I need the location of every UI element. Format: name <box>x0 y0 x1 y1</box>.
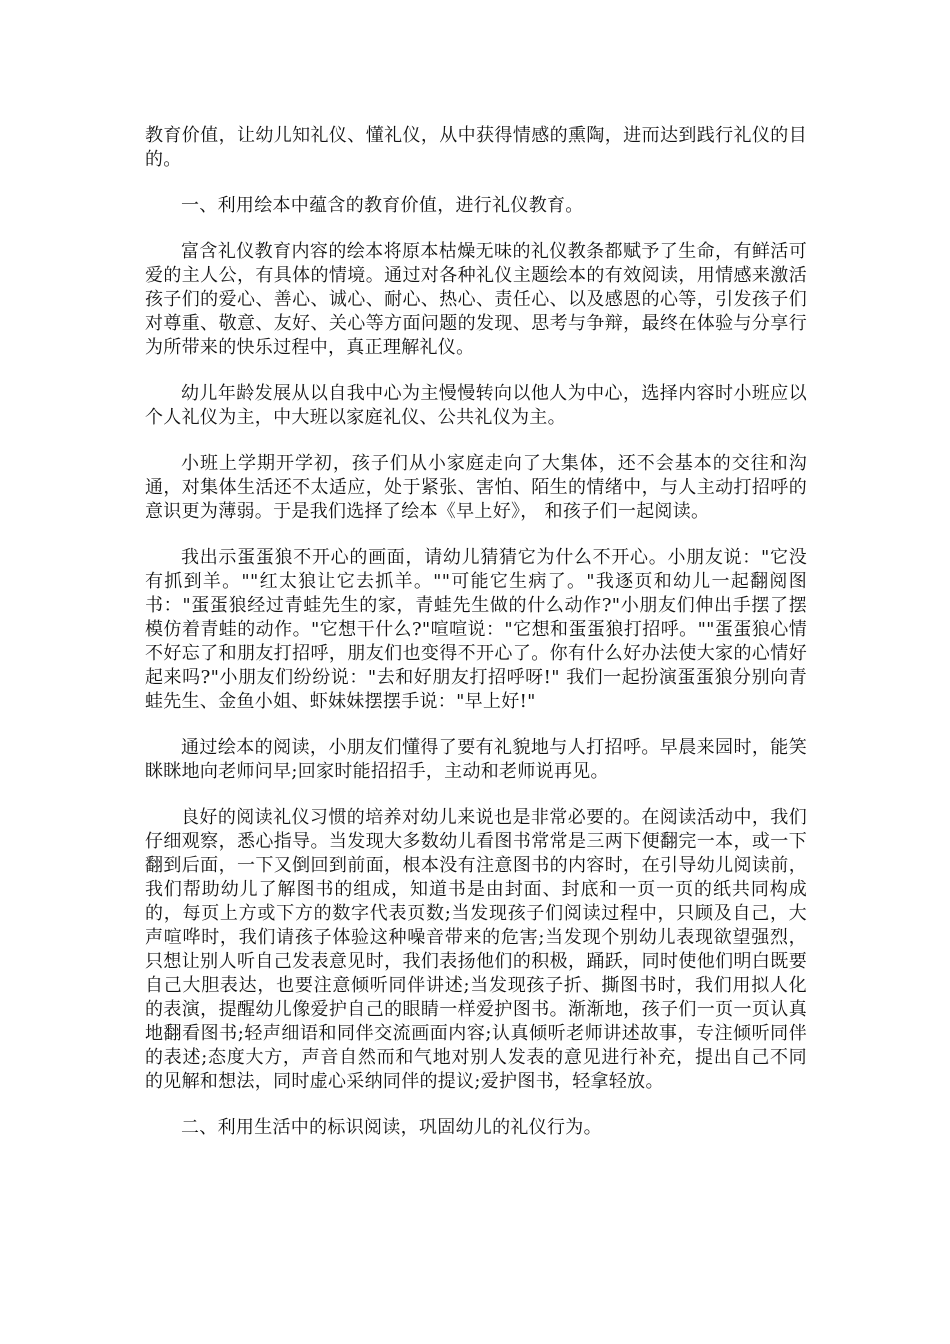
section-heading-2: 二、利用生活中的标识阅读，巩固幼儿的礼仪行为。 <box>181 1117 602 1138</box>
paragraph-age-development: 幼儿年龄发展从以自我中心为主慢慢转向以他人为中心，选择内容时小班应以个人礼仪为主，中大班以家庭礼仪、公共礼仪为主。 <box>145 383 807 428</box>
paragraph-reading-etiquette: 良好的阅读礼仪习惯的培养对幼儿来说也是非常必要的。在阅读活动中，我们仔细观察，悉心指导。当发现大多数幼儿看图书常常是三两下便翻完一本，或一下翻到后面，一下又倒回到前面，根本没有注意图书的内容时，在引导幼儿阅读前，我们帮助幼儿了解图书的组成，知道书是由封面、封底和一页一页的纸共同构成的，每页上方或下方的数字代表页数;当发现孩子们阅读过程中，只顾及自己，大声喧哗时，我们请孩子体验这种噪音带来的危害;当发现个别幼儿表现欲望强烈，只想让别人听自己发表意见时，我们表扬他们的积极，踊跃，同时使他们明白既要自己大胆表达，也要注意倾听同伴讲述;当发现孩子折、撕图书时，我们用拟人化的表演，提醒幼儿像爱护自己的眼睛一样爱护图书。渐渐地，孩子们一页一页认真地翻看图书;轻声细语和同伴交流画面内容;认真倾听老师讲述故事，专注倾听同伴的表述;态度大方，声音自然而和气地对别人发表的意见进行补充，提出自己不同的见解和想法，同时虚心采纳同伴的提议;爱护图书，轻拿轻放。 <box>145 807 807 1092</box>
document-page <box>145 124 807 1162</box>
paragraph-greeting-outcome: 通过绘本的阅读，小朋友们懂得了要有礼貌地与人打招呼。早晨来园时，能笑眯眯地向老师问早;回家时能招招手，主动和老师说再见。 <box>145 737 807 782</box>
paragraph-wolf-story: 我出示蛋蛋狼不开心的画面，请幼儿猜猜它为什么不开心。小朋友说："它没有抓到羊。""红太狼让它去抓羊。""可能它生病了。"我逐页和幼儿一起翻阅图书："蛋蛋狼经过青蛙先生的家，青蛙先生做的什么动作?"小朋友们伸出手摆了摆模仿着青蛙的动作。"它想干什么?"喧喧说："它想和蛋蛋狼打招呼。""蛋蛋狼心情不好忘了和朋友打招呼，朋友们也变得不开心了。你有什么好办法使大家的心情好起来吗?"小朋友们纷纷说："去和好朋友打招呼呀!" 我们一起扮演蛋蛋狼分别向青蛙先生、金鱼小姐、虾妹妹摆摆手说："早上好!" <box>145 547 807 712</box>
paragraph-picture-book-value: 富含礼仪教育内容的绘本将原本枯燥无味的礼仪教条都赋予了生命，有鲜活可爱的主人公，有具体的情境。通过对各种礼仪主题绘本的有效阅读，用情感来激活孩子们的爱心、善心、诚心、耐心、热心、责任心、以及感恩的心等，引发孩子们对尊重、敬意、友好、关心等方面问题的发现、思考与争辩，最终在体验与分享行为所带来的快乐过程中，真正理解礼仪。 <box>145 241 807 358</box>
paragraph-continuation: 教育价值，让幼儿知礼仪、懂礼仪，从中获得情感的熏陶，进而达到践行礼仪的目的。 <box>145 125 807 170</box>
section-heading-1: 一、利用绘本中蕴含的教育价值，进行礼仪教育。 <box>181 195 584 216</box>
paragraph-small-class: 小班上学期开学初，孩子们从小家庭走向了大集体，还不会基本的交往和沟通，对集体生活还不太适应，处于紧张、害怕、陌生的情绪中，与人主动打招呼的意识更为薄弱。于是我们选择了绘本《早上好》， 和孩子们一起阅读。 <box>145 453 807 522</box>
